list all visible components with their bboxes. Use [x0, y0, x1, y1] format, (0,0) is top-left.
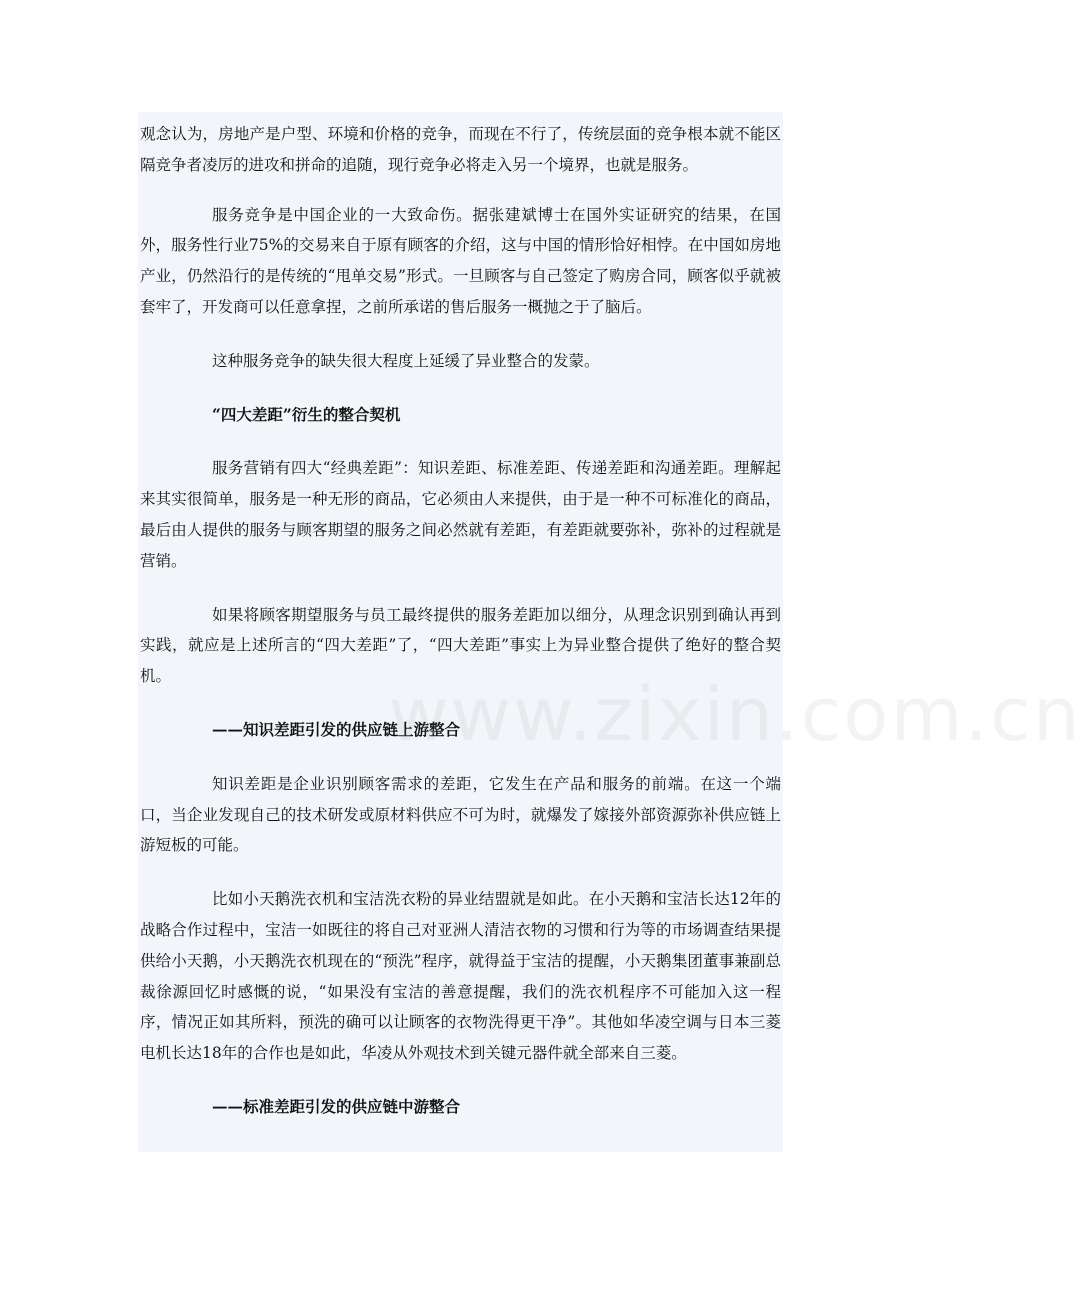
section-heading-four-gaps: “四大差距”衍生的整合契机 — [212, 404, 401, 424]
paragraph-service-competition: 服务竞争是中国企业的一大致命伤。据张建斌博士在国外实证研究的结果，在国外，服务性行业75%的交易来自于原有顾客的介绍，这与中国的情形恰好相悖。在中国如房地产业，仍然沿行的是传统的“甩单交易”形式。一旦顾客与自己签定了购房合同，顾客似乎就被套牢了，开发商可以任意拿捏，之前所承诺的售后服务一概抛之于了脑后。 — [140, 205, 781, 316]
paragraph-little-swan-example: 比如小天鹅洗衣机和宝洁洗衣粉的异业结盟就是如此。在小天鹅和宝洁长达12年的战略合作过程中，宝洁一如既往的将自己对亚洲人清洁衣物的习惯和行为等的市场调查结果提供给小天鹅，小天鹅洗衣机现在的“预洗”程序，就得益于宝洁的提醒，小天鹅集团董事兼副总裁徐源回忆时感慨的说，“如果没有宝洁的善意提醒，我们的洗衣机程序不可能加入这一程序，情况正如其所料，预洗的确可以让顾客的衣物洗得更干净”。其他如华凌空调与日本三菱电机长达18年的合作也是如此，华凌从外观技术到关键元器件就全部来自三菱。 — [140, 890, 781, 1063]
paragraph-gap-breakdown: 如果将顾客期望服务与员工最终提供的服务差距加以细分，从理念识别到确认再到实践，就应是上述所言的“四大差距”了，“四大差距”事实上为异业整合提供了绝好的整合契机。 — [140, 605, 781, 686]
paragraph-knowledge-gap: 知识差距是企业识别顾客需求的差距，它发生在产品和服务的前端。在这一个端口，当企业发现自己的技术研发或原材料供应不可为时，就爆发了嫁接外部资源弥补供应链上游短板的可能。 — [140, 774, 781, 855]
subheading-standard-gap: ——标准差距引发的供应链中游整合 — [212, 1096, 461, 1116]
paragraph-service-lack: 这种服务竞争的缺失很大程度上延缓了异业整合的发蒙。 — [212, 351, 600, 370]
subheading-knowledge-gap: ——知识差距引发的供应链上游整合 — [212, 719, 461, 739]
paragraph-four-gaps: 服务营销有四大“经典差距”：知识差距、标准差距、传递差距和沟通差距。理解起来其实很简单，服务是一种无形的商品，它必须由人来提供，由于是一种不可标准化的商品，最后由人提供的服务与顾客期望的服务之间必然就有差距，有差距就要弥补，弥补的过程就是营销。 — [140, 459, 781, 570]
watermark: www.zixin.com.cn — [388, 672, 1082, 758]
document-body — [138, 119, 783, 1123]
paragraph-intro-continued: 观念认为，房地产是户型、环境和价格的竞争，而现在不行了，传统层面的竞争根本就不能区隔竞争者凌厉的进攻和拼命的追随，现行竞争必将走入另一个境界，也就是服务。 — [140, 125, 781, 174]
document-page — [138, 112, 1082, 1152]
